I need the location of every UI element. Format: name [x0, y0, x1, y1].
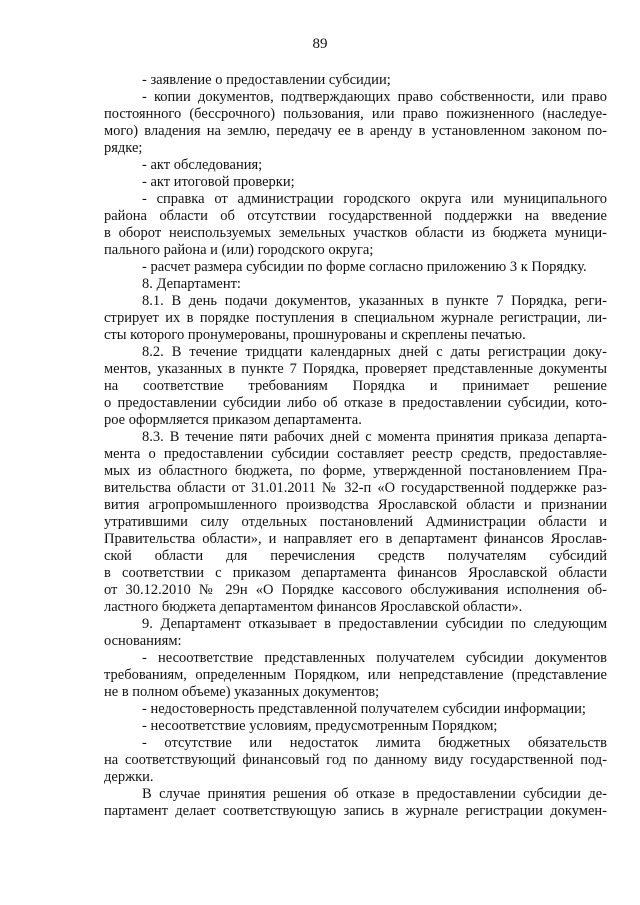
text-line: на соответствие требованиям Порядка и принимает решение — [104, 378, 607, 394]
text-line: - несоответствие условиям, предусмотренным Порядком; — [142, 718, 498, 734]
text-line: рое оформляется приказом департамента. — [104, 412, 362, 428]
text-line: 8.1. В день подачи документов, указанных в пункте 7 Порядка, реги- — [142, 293, 607, 309]
text-line: 8. Департамент: — [142, 276, 241, 292]
page-number: 89 — [312, 36, 328, 52]
text-line: мого) владения на землю, передачу ее в аренду в установленном законом по- — [104, 123, 607, 139]
text-line: 8.2. В течение тридцати календарных дней с даты регистрации доку- — [142, 344, 607, 360]
text-line: о предоставлении субсидии либо об отказе в предоставлении субсидии, кото- — [104, 395, 607, 411]
text-line: в оборот неиспользуемых земельных участков области из бюджета муници- — [104, 225, 607, 241]
text-line: от 30.12.2010 № 29н «О Порядке кассового обслуживания исполнения об- — [104, 582, 607, 598]
text-line: вительства области от 31.01.2011 № 32-п «О государственной поддержке раз- — [104, 480, 607, 496]
text-line: держки. — [104, 769, 154, 785]
text-line: - копии документов, подтверждающих право собственности, или право — [142, 89, 607, 105]
text-line: 8.3. В течение пяти рабочих дней с момента принятия приказа департа- — [142, 429, 607, 445]
text-line: вития агропромышленного производства Ярославской области и признании — [104, 497, 607, 513]
text-line: требованиям, определенным Порядком, или непредставление (представление — [104, 667, 607, 683]
text-line: не в полном объеме) указанных документов; — [104, 684, 380, 700]
text-line: В случае принятия решения об отказе в предоставлении субсидии де- — [142, 786, 607, 802]
text-line: - несоответствие представленных получателем субсидии документов — [142, 650, 607, 666]
text-line: - акт итоговой проверки; — [142, 174, 295, 190]
text-line: - недостоверность представленной получателем субсидии информации; — [142, 701, 586, 717]
text-line: - заявление о предоставлении субсидии; — [142, 72, 391, 88]
text-line: на соответствующий финансовый год по данному виду государственной под- — [104, 752, 607, 768]
text-line: мых из областного бюджета, по форме, утвержденной постановлением Пра- — [104, 463, 607, 479]
text-line: стрирует их в порядке поступления в специальном журнале регистрации, ли- — [104, 310, 607, 326]
text-line: района области об отсутствии государственной поддержки на введение — [104, 208, 607, 224]
text-line: ской области для перечисления средств получателям субсидий — [104, 548, 607, 564]
text-line: - отсутствие или недостаток лимита бюджетных обязательств — [142, 735, 607, 751]
text-line: рядке; — [104, 140, 143, 156]
text-line: - расчет размера субсидии по форме согласно приложению 3 к Порядку. — [142, 259, 587, 275]
text-line: в соответствии с приказом департамента финансов Ярославской области — [104, 565, 607, 581]
text-line: Правительства области», и направляет его в департамент финансов Ярослав- — [104, 531, 607, 547]
text-line: - справка от администрации городского округа или муниципального — [142, 191, 607, 207]
text-line: постоянного (бессрочного) пользования, или право пожизненного (наследуе- — [104, 106, 607, 122]
text-line: ластного бюджета департаментом финансов Ярославской области». — [104, 599, 523, 615]
text-line: партамент делает соответствующую запись в журнале регистрации докумен- — [104, 803, 607, 819]
text-line: пального района и (или) городского округа; — [104, 242, 374, 258]
text-line: утратившими силу отдельных постановлений Администрации области и — [104, 514, 607, 530]
text-line: мента о предоставлении субсидии составляет реестр средств, предоставляе- — [104, 446, 607, 462]
text-line: 9. Департамент отказывает в предоставлении субсидии по следующим — [142, 616, 607, 632]
text-line: - акт обследования; — [142, 157, 263, 173]
text-line: ментов, указанных в пункте 7 Порядка, проверяет представленные документы — [104, 361, 607, 377]
text-line: сты которого пронумерованы, прошнурованы и скреплены печатью. — [104, 327, 526, 343]
text-line: основаниям: — [104, 633, 182, 649]
